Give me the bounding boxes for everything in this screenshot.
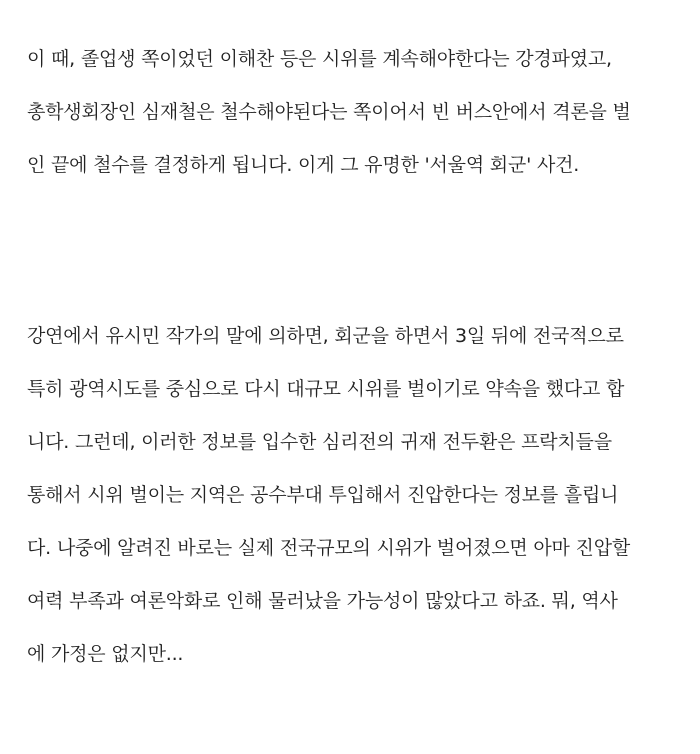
text-line: 인 끝에 철수를 결정하게 됩니다. 이게 그 유명한 '서울역 회군' 사건.: [27, 154, 580, 176]
paragraph-lecture-account: [27, 310, 690, 681]
text-line: 이 때, 졸업생 쪽이었던 이해찬 등은 시위를 계속해야한다는 강경파였고,: [27, 48, 612, 70]
text-line: 특히 광역시도를 중심으로 다시 대규모 시위를 벌이기로 약속을 했다고 합: [27, 378, 625, 400]
paragraph-seoul-station-retreat: [27, 33, 690, 192]
text-line: 총학생회장인 심재철은 철수해야된다는 쪽이어서 빈 버스안에서 격론을 벌: [27, 101, 631, 123]
text-line: 통해서 시위 벌이는 지역은 공수부대 투입해서 진압한다는 정보를 흘립니: [27, 484, 619, 506]
text-line: 에 가정은 없지만...: [27, 643, 184, 665]
text-line: 강연에서 유시민 작가의 말에 의하면, 회군을 하면서 3일 뒤에 전국적으로: [27, 325, 624, 347]
text-line: 니다. 그런데, 이러한 정보를 입수한 심리전의 귀재 전두환은 프락치들을: [27, 431, 612, 453]
text-line: 여력 부족과 여론악화로 인해 물러났을 가능성이 많았다고 하죠. 뭐, 역사: [27, 590, 618, 612]
text-line: 다. 나중에 알려진 바로는 실제 전국규모의 시위가 벌어졌으면 아마 진압할: [27, 537, 631, 559]
